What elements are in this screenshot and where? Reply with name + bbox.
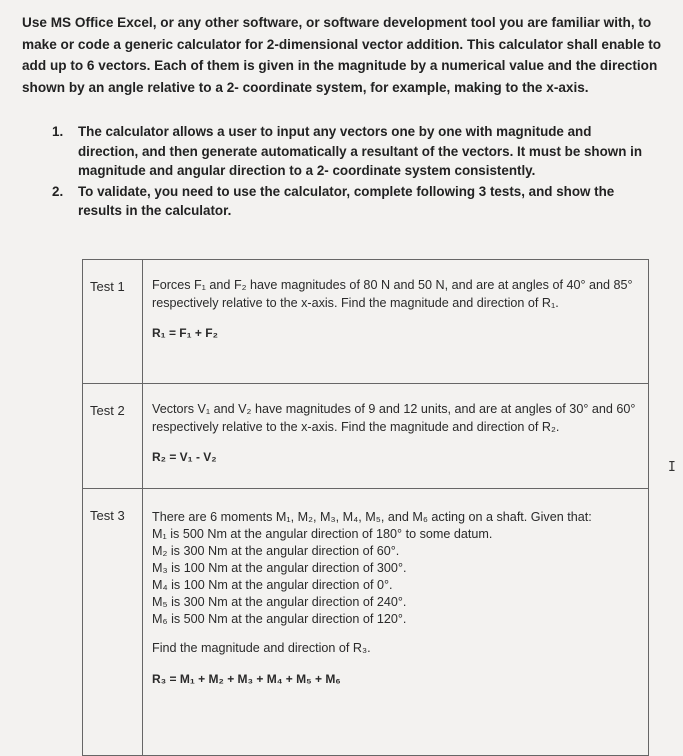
test-description: Vectors V₁ and V₂ have magnitudes of 9 and 12 units, and are at angles of 30° and 60° respectively relative to the x-axis. Find the magnitude and direction of R₂. — [152, 402, 636, 434]
test-description: There are 6 moments M₁, M₂, M₃, M₄, M₅, and M₆ acting on a shaft. Given that: — [152, 510, 592, 524]
list-number: 2. — [52, 183, 64, 199]
moment-line: M₁ is 500 Nm at the angular direction of 180° to some datum. — [152, 527, 493, 541]
test-label: Test 2 — [83, 384, 143, 489]
list-item — [52, 122, 652, 181]
table-row — [83, 260, 649, 384]
test-formula: R₁ = F₁ + F₂ — [152, 326, 218, 340]
list-text: To validate, you need to use the calculator, complete following 3 tests, and show the results in the calculator. — [78, 183, 615, 218]
assignment-intro: Use MS Office Excel, or any other software, or software development tool you are familiar with, to make or code a generic calculator for 2-dimensional vector addition. This calculator shall enable to add up to 6 vectors. Each of them is given in the magnitude by a numerical value and the direction shown by an angle relative to a 2- coordinate system, for example, making to the x-axis. — [22, 15, 662, 95]
test-body — [143, 489, 649, 756]
list-text: The calculator allows a user to input any vectors one by one with magnitude and direction, and then generate automatically a resultant of the vectors. It must be shown in magnitude and angular direction to a 2- coordinate system consistently. — [78, 124, 643, 178]
test-body — [143, 260, 649, 384]
test-formula: R₃ = M₁ + M₂ + M₃ + M₄ + M₅ + M₆ — [152, 672, 341, 686]
instruction-list — [52, 122, 652, 222]
test-label: Test 1 — [83, 260, 143, 384]
test-body — [143, 384, 649, 489]
moment-line: M₃ is 100 Nm at the angular direction of 300°. — [152, 561, 407, 575]
tests-table — [82, 259, 649, 756]
moment-line: M₂ is 300 Nm at the angular direction of 60°. — [152, 544, 400, 558]
moment-line: M₅ is 300 Nm at the angular direction of 240°. — [152, 595, 407, 609]
test-formula: R₂ = V₁ - V₂ — [152, 450, 217, 464]
list-item — [52, 182, 652, 221]
text-cursor-icon: I — [668, 460, 676, 475]
moment-line: M₆ is 500 Nm at the angular direction of 120°. — [152, 612, 407, 626]
list-number: 1. — [52, 124, 64, 139]
test-find: Find the magnitude and direction of R₃. — [152, 641, 371, 655]
test-label: Test 3 — [83, 489, 143, 756]
moment-line: M₄ is 100 Nm at the angular direction of 0°. — [152, 578, 393, 592]
table-row — [83, 489, 649, 756]
test-description: Forces F₁ and F₂ have magnitudes of 80 N and 50 N, and are at angles of 40° and 85° respectively relative to the x-axis. Find the magnitude and direction of R₁. — [152, 278, 633, 310]
table-row — [83, 384, 649, 489]
